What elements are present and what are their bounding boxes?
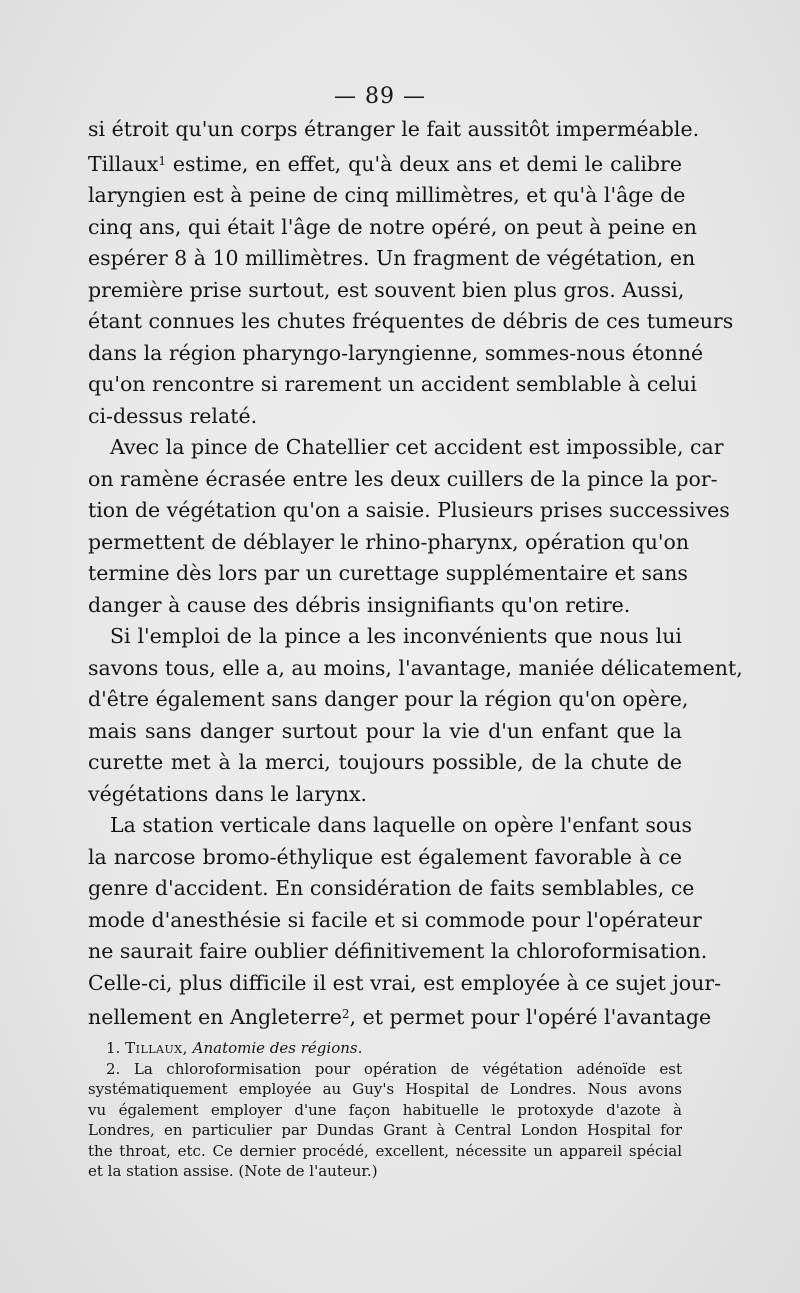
text-line [88,146,682,181]
text-line: Celle-ci, plus difficile il est vrai, est employée à ce sujet jour- [88,970,722,995]
text-line: Si l'emploi de la pince a les inconvénients que nous lui [110,624,682,648]
text-fragment: nellement en Angleterre [88,1005,342,1029]
paragraph-4 [88,810,722,1034]
text-line: première prise surtout, est souvent bien plus gros. Aussi, [88,277,685,302]
text-line: termine dès lors par un curettage supplémentaire et sans [88,561,688,585]
text-line: la narcose bromo-éthylique est également favorable à ce [88,844,682,869]
footnote-2-line: Londres, en particulier par Dundas Grant à Central London Hospital for [88,1121,682,1139]
text-line: si étroit qu'un corps étranger le fait aussitôt imperméable. [88,117,700,141]
text-line: ci-dessus relaté. [88,403,258,428]
text-line: étant connues les chutes fréquentes de débris de ces tumeurs [88,309,734,333]
text-fragment: estime, en effet, qu'à deux ans et demi le calibre [165,151,682,176]
text-line: curette met à la merci, toujours possible, de la chute de [88,750,682,774]
text-line: d'être également sans danger pour la région qu'on opère, [88,687,689,711]
text-line: La station verticale dans laquelle on opère l'enfant sous [110,813,692,837]
main-text [88,114,743,1034]
footnote-title: Anatomie des régions. [192,1039,363,1057]
footnote-number: 1. [106,1039,121,1057]
text-fragment: , et permet pour l'opéré l'avantage [349,1005,712,1029]
text-line: mais sans danger surtout pour la vie d'un enfant que la [88,718,682,743]
footnote-2-line: 2. La chloroformisation pour opération de végétation adénoïde est [106,1059,682,1078]
text-line: dans la région pharyngo-laryngienne, sommes-nous étonné [88,340,704,365]
footnote-ref-1[interactable]: 1 [158,153,166,168]
text-line: on ramène écrasée entre les deux cuillers de la pince la por- [88,466,718,491]
footnote-1 [88,1038,682,1059]
footnote-author: Tillaux, [125,1039,188,1057]
text-line: qu'on rencontre si rarement un accident semblable à celui [88,372,697,396]
footnote-2-line: systématiquement employée au Guy's Hospital de Londres. Nous avons [88,1080,682,1098]
footnote-2-line: the throat, etc. Ce dernier procédé, excellent, nécessite un appareil spécial [88,1141,682,1160]
paragraph-3 [88,621,743,810]
footnote-2-line: et la station assise. (Note de l'auteur.) [88,1162,378,1180]
text-line: cinq ans, qui était l'âge de notre opéré, on peut à peine en [88,214,697,239]
text-line: tion de végétation qu'on a saisie. Plusieurs prises successives [88,498,730,522]
author-name: Tillaux [88,151,159,176]
page-number: — 89 — [334,84,426,109]
text-line: permettent de déblayer le rhino-pharynx, opération qu'on [88,529,690,554]
text-line: savons tous, elle a, au moins, l'avantage, maniée délicatement, [88,655,743,680]
text-line: espérer 8 à 10 millimètres. Un fragment de végétation, en [88,246,696,270]
paragraph-1 [88,114,734,432]
footnotes [88,1038,682,1182]
text-line: genre d'accident. En considération de faits semblables, ce [88,876,695,900]
text-line: laryngien est à peine de cinq millimètres, et qu'à l'âge de [88,183,686,207]
footnote-ref-2[interactable]: 2 [341,1007,350,1021]
text-line [88,999,712,1034]
text-line: danger à cause des débris insignifiants qu'on retire. [88,592,631,617]
paragraph-2 [88,432,730,621]
text-line: végétations dans le larynx. [88,781,368,806]
text-line: mode d'anesthésie si facile et si commode pour l'opérateur [88,907,702,932]
footnote-2-line: vu également employer d'une façon habituelle le protoxyde d'azote à [88,1100,682,1119]
text-line: ne saurait faire oublier définitivement la chloroformisation. [88,939,708,963]
text-line: Avec la pince de Chatellier cet accident est impossible, car [110,435,724,459]
